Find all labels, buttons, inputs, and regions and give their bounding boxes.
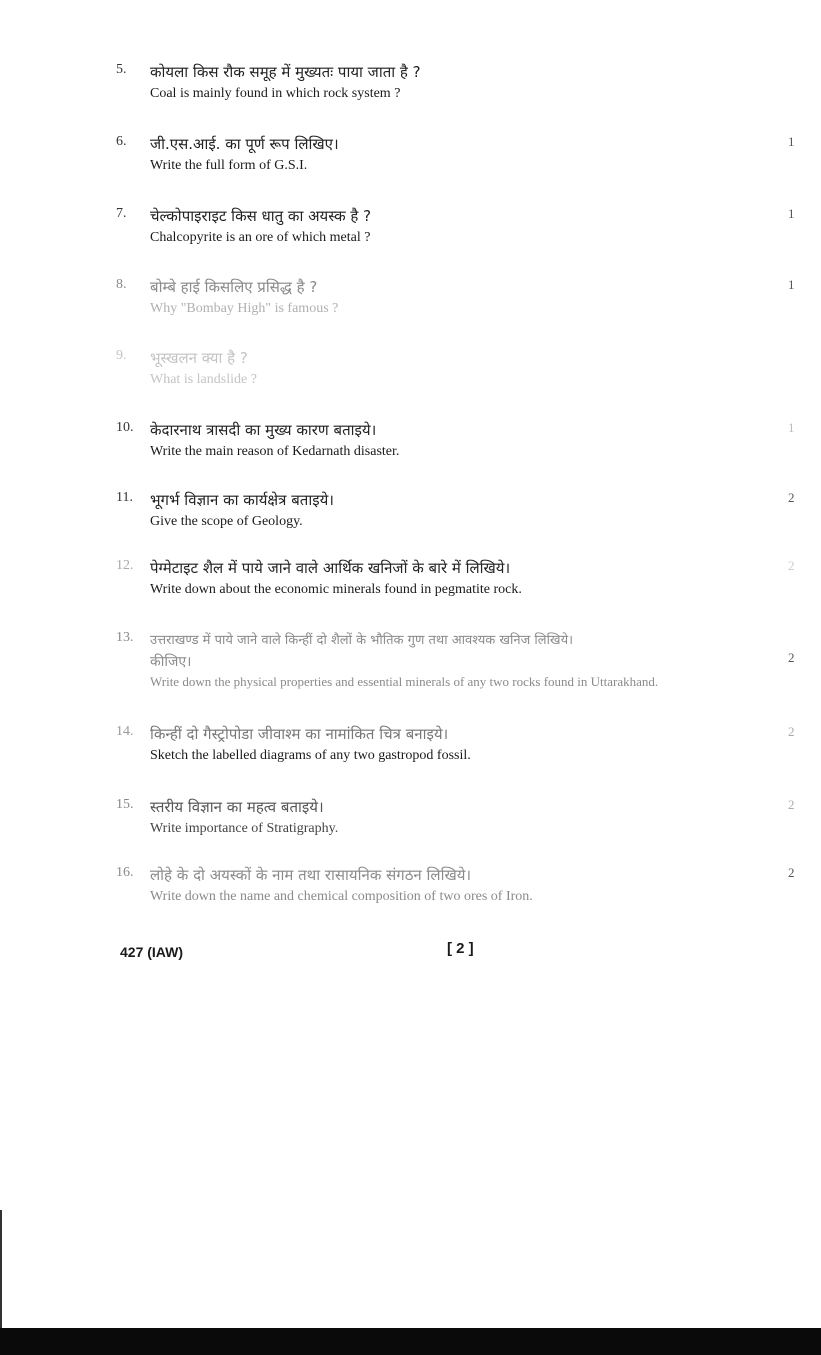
question-text-hindi: केदारनाथ त्रासदी का मुख्य कारण बताइये।	[150, 421, 377, 439]
page-number: [ 2 ]	[447, 940, 474, 957]
question-text-hindi: कोयला किस रौक समूह में मुख्यतः पाया जाता है ?	[150, 63, 421, 81]
question-text-hindi-continued: कीजिए।	[150, 654, 192, 670]
question-number: 15.	[116, 797, 134, 812]
question-marks: 2	[788, 558, 795, 573]
question-number: 6.	[116, 134, 127, 149]
question-text-english: Coal is mainly found in which rock system ?	[150, 86, 401, 101]
question-text-english: Write importance of Stratigraphy.	[150, 821, 339, 836]
question-number: 5.	[116, 62, 127, 77]
question-text-english: Chalcopyrite is an ore of which metal ?	[150, 230, 371, 245]
question-marks: 2	[788, 650, 795, 665]
question-marks: 2	[788, 865, 795, 880]
question-marks: 2	[788, 797, 795, 812]
question-text-english: Sketch the labelled diagrams of any two gastropod fossil.	[150, 748, 471, 763]
question-number: 14.	[116, 724, 134, 739]
question-number: 12.	[116, 558, 134, 573]
question-number: 7.	[116, 206, 127, 221]
question-marks: 1	[788, 206, 795, 221]
question-text-hindi: भूस्खलन क्या है ?	[150, 349, 248, 367]
question-text-english: Write down the physical properties and essential minerals of any two rocks found in Uttarakhand.	[150, 674, 659, 689]
question-text-hindi: लोहे के दो अयस्कों के नाम तथा रासायनिक संगठन लिखिये।	[150, 866, 472, 884]
question-text-hindi: भूगर्भ विज्ञान का कार्यक्षेत्र बताइये।	[150, 491, 334, 509]
question-text-hindi: जी.एस.आई. का पूर्ण रूप लिखिए।	[150, 135, 339, 153]
question-text-english: Write down about the economic minerals found in pegmatite rock.	[150, 582, 522, 597]
question-marks: 1	[788, 277, 795, 292]
question-text-english: Give the scope of Geology.	[150, 514, 303, 529]
question-marks: 2	[788, 490, 795, 505]
question-text-hindi: उत्तराखण्ड में पाये जाने वाले किन्हीं दो शैलों के भौतिक गुण तथा आवश्यक खनिज लिखिये।	[150, 633, 574, 648]
question-marks: 2	[788, 724, 795, 739]
question-text-hindi: पेग्मेटाइट शैल में पाये जाने वाले आर्थिक खनिजों के बारे में लिखिये।	[150, 559, 511, 577]
question-number: 13.	[116, 630, 134, 645]
question-number: 16.	[116, 865, 134, 880]
question-text-hindi: स्तरीय विज्ञान का महत्व बताइये।	[150, 798, 324, 816]
question-text-english: Write down the name and chemical composition of two ores of Iron.	[150, 889, 533, 904]
question-text-english: Write the main reason of Kedarnath disaster.	[150, 444, 400, 459]
question-number: 10.	[116, 420, 134, 435]
question-number: 11.	[116, 490, 133, 505]
question-number: 8.	[116, 277, 127, 292]
scan-bottom-border	[0, 1328, 821, 1355]
question-text-hindi: किन्हीं दो गैस्ट्रोपोडा जीवाश्म का नामांकित चित्र बनाइये।	[150, 725, 449, 743]
question-marks: 1	[788, 134, 795, 149]
question-text-english: What is landslide ?	[150, 372, 257, 387]
question-text-english: Write the full form of G.S.I.	[150, 158, 308, 173]
question-number: 9.	[116, 348, 127, 363]
question-text-hindi: चेल्कोपाइराइट किस धातु का अयस्क है ?	[150, 207, 372, 225]
question-marks: 1	[788, 420, 795, 435]
scan-edge-line	[0, 1210, 2, 1330]
question-text-hindi: बोम्बे हाई किसलिए प्रसिद्ध है ?	[150, 278, 318, 296]
question-text-english: Why "Bombay High" is famous ?	[150, 301, 339, 316]
paper-code: 427 (IAW)	[120, 944, 184, 960]
